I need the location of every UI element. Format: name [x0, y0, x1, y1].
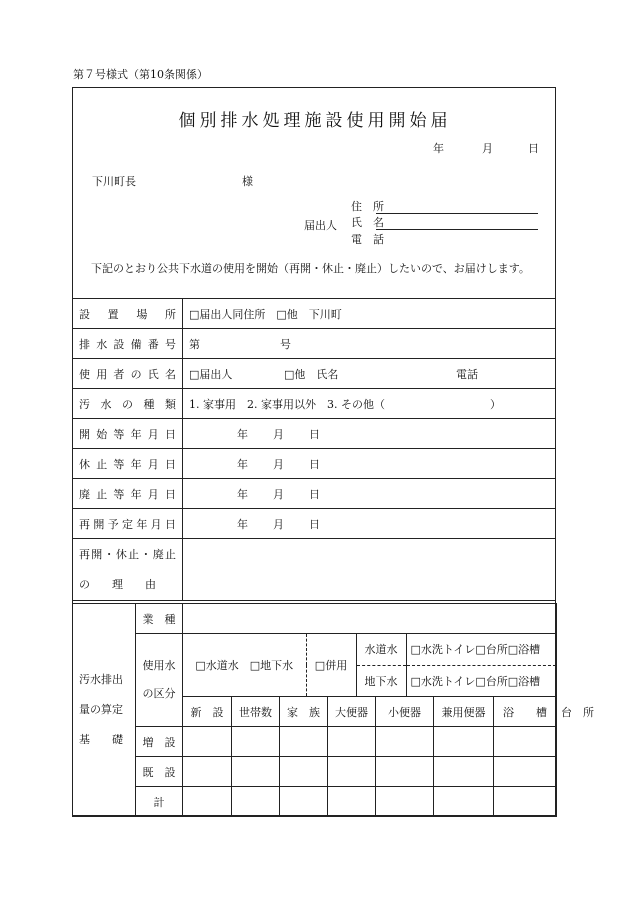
- ymd-day: 日: [309, 427, 320, 441]
- form-number: 第７号様式（第10条関係）: [73, 68, 208, 81]
- ymd-year: 年: [237, 457, 248, 471]
- side-label-2: 量の算定: [79, 703, 123, 716]
- user-phone-label: 電話: [456, 367, 478, 381]
- sewage-type-value[interactable]: [183, 389, 556, 419]
- cell[interactable]: [328, 787, 376, 817]
- cell[interactable]: [494, 757, 557, 787]
- applicant-label: 届出人: [304, 219, 337, 232]
- reason-label-2: の 理 由: [79, 577, 156, 591]
- water-use-value: [183, 634, 557, 697]
- col-urinal: 小便器: [376, 697, 434, 727]
- honorific: 様: [242, 175, 253, 188]
- cell[interactable]: [183, 757, 232, 787]
- col-family: 家 族: [280, 697, 328, 727]
- pause-date-label: 休止等年月日: [73, 449, 183, 479]
- cell[interactable]: [376, 787, 434, 817]
- location-label: 設置場所: [73, 299, 183, 329]
- facility-no-label: 排水設備番号: [73, 329, 183, 359]
- ymd-day: 日: [309, 457, 320, 471]
- cell[interactable]: [376, 757, 434, 787]
- cell[interactable]: [434, 727, 494, 757]
- ground-water-label: 地下水: [356, 665, 406, 696]
- business-value[interactable]: [183, 604, 557, 634]
- location-value[interactable]: [183, 299, 556, 329]
- ground-water-options[interactable]: □水洗トイレ□台所□浴槽: [406, 665, 556, 696]
- cell[interactable]: [232, 757, 280, 787]
- sewage-side-label: [73, 604, 136, 817]
- facility-no-prefix: 第: [189, 337, 200, 351]
- side-label-3: 基 礎: [79, 733, 123, 746]
- tap-water-options[interactable]: □水洗トイレ□台所□浴槽: [406, 634, 556, 665]
- user-name-label: 使用者の氏名: [73, 359, 183, 389]
- cell[interactable]: [280, 757, 328, 787]
- reason-label-1: 再開・休止・廃止: [79, 547, 176, 561]
- intro-text: 下記のとおり公共下水道の使用を開始（再開・休止・廃止）したいので、お届けします。: [91, 262, 530, 275]
- ymd-year: 年: [237, 427, 248, 441]
- ymd-month: 月: [273, 457, 284, 471]
- year-label: 年: [433, 142, 444, 155]
- start-date-value[interactable]: [183, 419, 556, 449]
- ymd-day: 日: [309, 517, 320, 531]
- col-households: 世帯数: [232, 697, 280, 727]
- main-table: [72, 298, 556, 601]
- sewage-table: 汚水排出 量の算定 基 礎 業 種 使用水 の区分 □水道水 □地下水 □併用 水道水 □水洗トイレ□台所□浴槽 地下水 □水洗トイレ□台所□浴槽 新 設 世帯数 家 族 大便器 小便器 兼用便器 浴 槽 台 所 増 設 既 設 計: [72, 603, 557, 817]
- ymd-day: 日: [309, 487, 320, 501]
- location-opt-1[interactable]: □届出人同住所: [189, 307, 266, 321]
- col-bathtub: 浴 槽: [494, 697, 557, 727]
- abolish-date-label: 廃止等年月日: [73, 479, 183, 509]
- cell[interactable]: [376, 727, 434, 757]
- side-label-1: 汚水排出: [79, 673, 123, 686]
- row-label-existing: 既 設: [136, 757, 183, 787]
- tap-water-label: 水道水: [356, 634, 406, 665]
- resume-date-value[interactable]: [183, 509, 556, 539]
- ymd-month: 月: [273, 427, 284, 441]
- facility-no-suffix: 号: [280, 337, 291, 351]
- address-field[interactable]: [351, 198, 538, 214]
- name-underline: [376, 229, 538, 230]
- row-label-total: 計: [136, 787, 183, 817]
- ymd-month: 月: [273, 487, 284, 501]
- phone-label: 電 話: [351, 233, 384, 246]
- sewage-type-close: ）: [489, 397, 501, 411]
- cell[interactable]: [183, 787, 232, 817]
- cell[interactable]: [183, 727, 232, 757]
- ymd-month: 月: [273, 517, 284, 531]
- sewage-type-options[interactable]: 1. 家事用 2. 家事用以外 3. その他（: [189, 397, 385, 411]
- water-use-label: [136, 634, 183, 727]
- sewage-type-label: 汚水の種類: [73, 389, 183, 419]
- cell[interactable]: [280, 727, 328, 757]
- name-label: 氏 名: [351, 216, 384, 229]
- col-toilet-large: 大便器: [328, 697, 376, 727]
- user-opt-2[interactable]: □他 氏名: [284, 367, 339, 381]
- cell[interactable]: [328, 757, 376, 787]
- water-use-label-1: 使用水: [142, 659, 176, 672]
- pause-date-value[interactable]: [183, 449, 556, 479]
- day-label: 日: [528, 142, 539, 155]
- col-combined-toilet: 兼用便器: [434, 697, 494, 727]
- ymd-year: 年: [237, 487, 248, 501]
- location-opt-2[interactable]: □他 下川町: [276, 307, 342, 321]
- water-source-options[interactable]: □水道水 □地下水: [195, 659, 294, 672]
- ymd-year: 年: [237, 517, 248, 531]
- resume-date-label: 再開予定年月日: [73, 509, 183, 539]
- cell[interactable]: [434, 787, 494, 817]
- water-use-label-2: の区分: [142, 687, 176, 700]
- cell[interactable]: [434, 757, 494, 787]
- cell[interactable]: [280, 787, 328, 817]
- reason-value[interactable]: [183, 539, 556, 601]
- cell[interactable]: [494, 787, 557, 817]
- user-opt-1[interactable]: □届出人: [189, 367, 233, 381]
- cell[interactable]: [232, 727, 280, 757]
- business-label: 業 種: [136, 604, 183, 634]
- facility-no-value[interactable]: [183, 329, 556, 359]
- cell[interactable]: [232, 787, 280, 817]
- name-field[interactable]: [351, 214, 538, 230]
- cell[interactable]: [494, 727, 557, 757]
- address-label: 住 所: [351, 200, 384, 213]
- row-label-new: 新 設: [183, 697, 232, 727]
- abolish-date-value[interactable]: [183, 479, 556, 509]
- combined-option[interactable]: □併用: [306, 634, 356, 696]
- reason-label: [73, 539, 183, 601]
- start-date-label: 開始等年月日: [73, 419, 183, 449]
- row-label-extension: 増 設: [136, 727, 183, 757]
- user-name-value[interactable]: [183, 359, 556, 389]
- month-label: 月: [482, 142, 493, 155]
- water-use-inner: [183, 634, 556, 696]
- cell[interactable]: [328, 727, 376, 757]
- addressee: 下川町長: [92, 175, 136, 188]
- phone-field[interactable]: [351, 231, 538, 247]
- form-title: 個別排水処理施設使用開始届: [178, 111, 452, 131]
